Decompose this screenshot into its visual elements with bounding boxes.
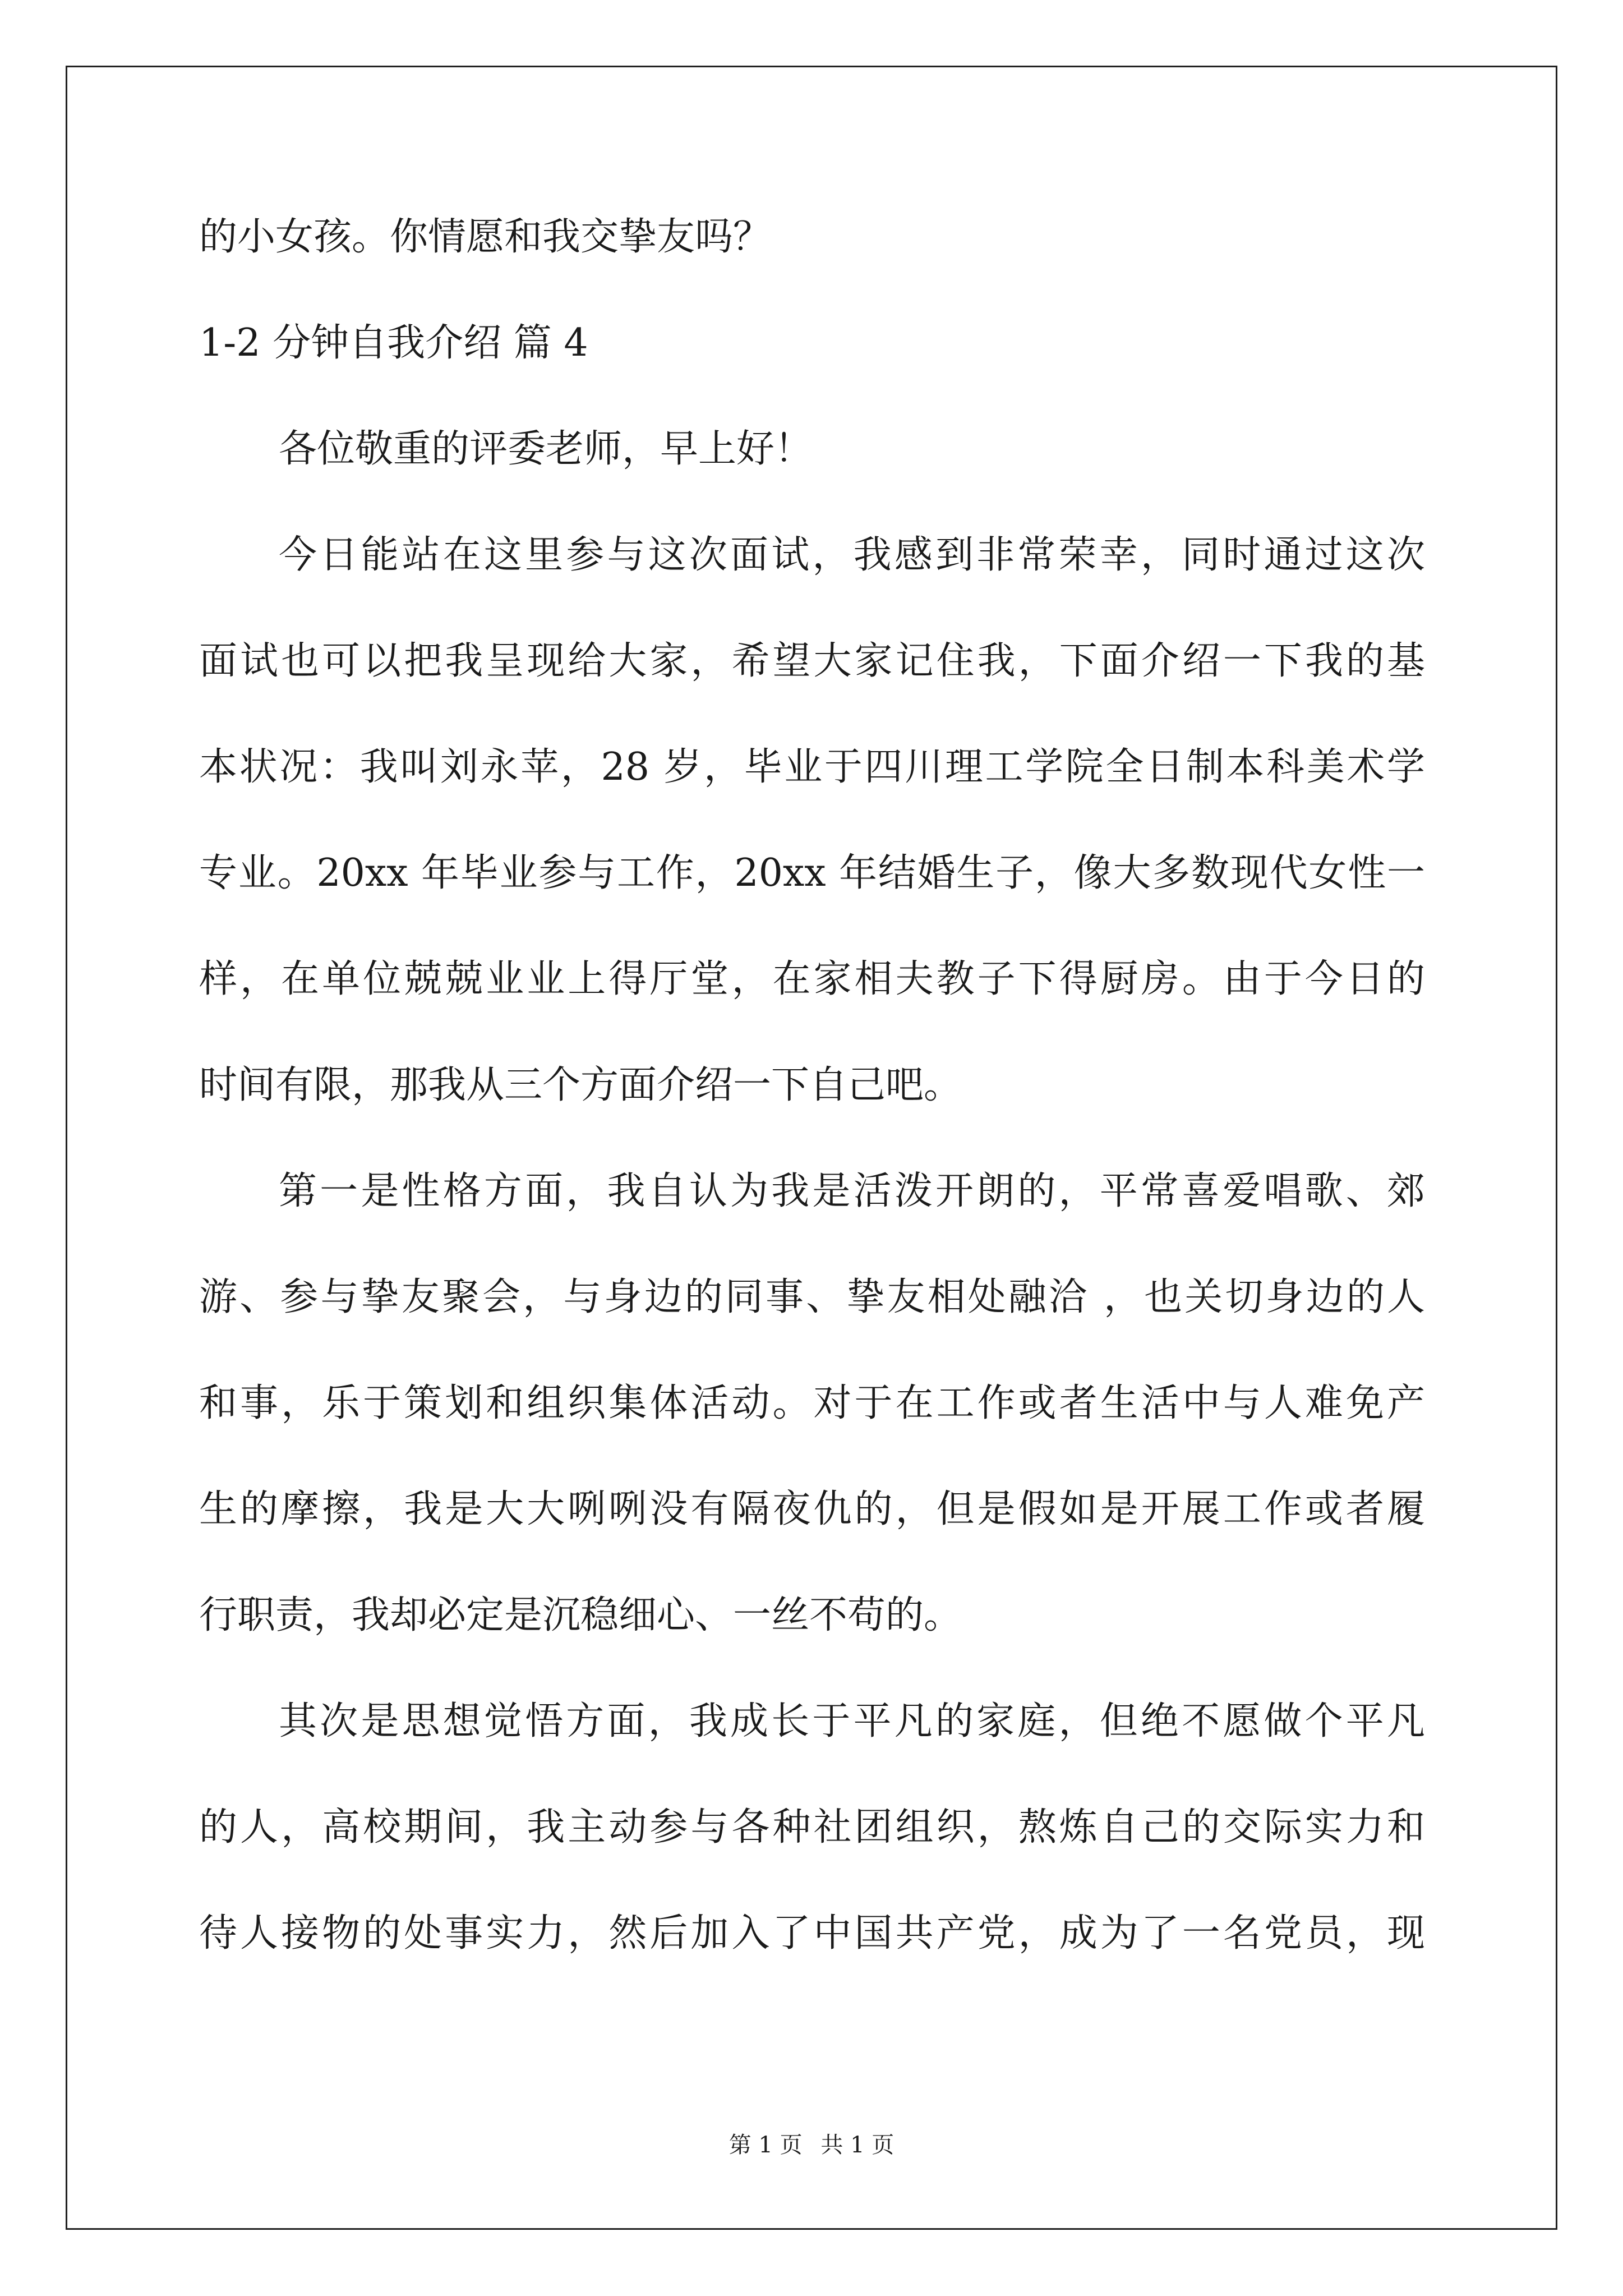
text-line: 样，在单位兢兢业业上得厅堂，在家相夫教子下得厨房。由于今日的 — [199, 957, 1425, 1001]
paragraph-intro — [199, 529, 1425, 1112]
text-line: 面试也可以把我呈现给大家，希望大家记住我，下面介绍一下我的基 — [199, 639, 1425, 683]
page-number-total: 共 1 页 — [820, 2132, 895, 2158]
text-line: 的小女孩。你情愿和我交挚友吗？ — [199, 215, 772, 259]
text-line: 专业。20xx 年毕业参与工作，20xx 年结婚生子，像大多数现代女性一 — [199, 851, 1425, 895]
document-body — [199, 211, 1425, 1960]
text-line: 的人，高校期间，我主动参与各种社团组织，熬炼自己的交际实力和 — [199, 1805, 1425, 1849]
text-line: 第一是性格方面，我自认为我是活泼开朗的，平常喜爱唱歌、郊 — [279, 1169, 1425, 1213]
text-line: 生的摩擦，我是大大咧咧没有隔夜仇的，但是假如是开展工作或者履 — [199, 1487, 1425, 1531]
page-number-current: 第 1 页 — [728, 2132, 803, 2158]
text-line: 本状况：我叫刘永苹，28 岁，毕业于四川理工学院全日制本科美术学 — [199, 745, 1425, 789]
paragraph-ideology — [199, 1695, 1425, 1960]
text-line: 其次是思想觉悟方面，我成长于平凡的家庭，但绝不愿做个平凡 — [279, 1699, 1425, 1743]
greeting-line: 各位敬重的评委老师，早上好！ — [279, 427, 813, 471]
text-line: 时间有限，那我从三个方面介绍一下自己吧。 — [199, 1063, 962, 1107]
text-line: 今日能站在这里参与这次面试，我感到非常荣幸，同时通过这次 — [279, 533, 1425, 577]
text-line: 行职责，我却必定是沉稳细心、一丝不苟的。 — [199, 1593, 962, 1637]
text-line: 和事，乐于策划和组织集体活动。对于在工作或者生活中与人难免产 — [199, 1381, 1425, 1425]
paragraph-personality — [199, 1165, 1425, 1642]
text-line: 待人接物的处事实力，然后加入了中国共产党，成为了一名党员，现 — [199, 1911, 1425, 1955]
section-heading: 1-2 分钟自我介绍 篇 4 — [199, 321, 588, 365]
text-line: 游、参与挚友聚会，与身边的同事、挚友相处融洽 ，也关切身边的人 — [199, 1275, 1425, 1319]
page-footer — [0, 2131, 1623, 2160]
